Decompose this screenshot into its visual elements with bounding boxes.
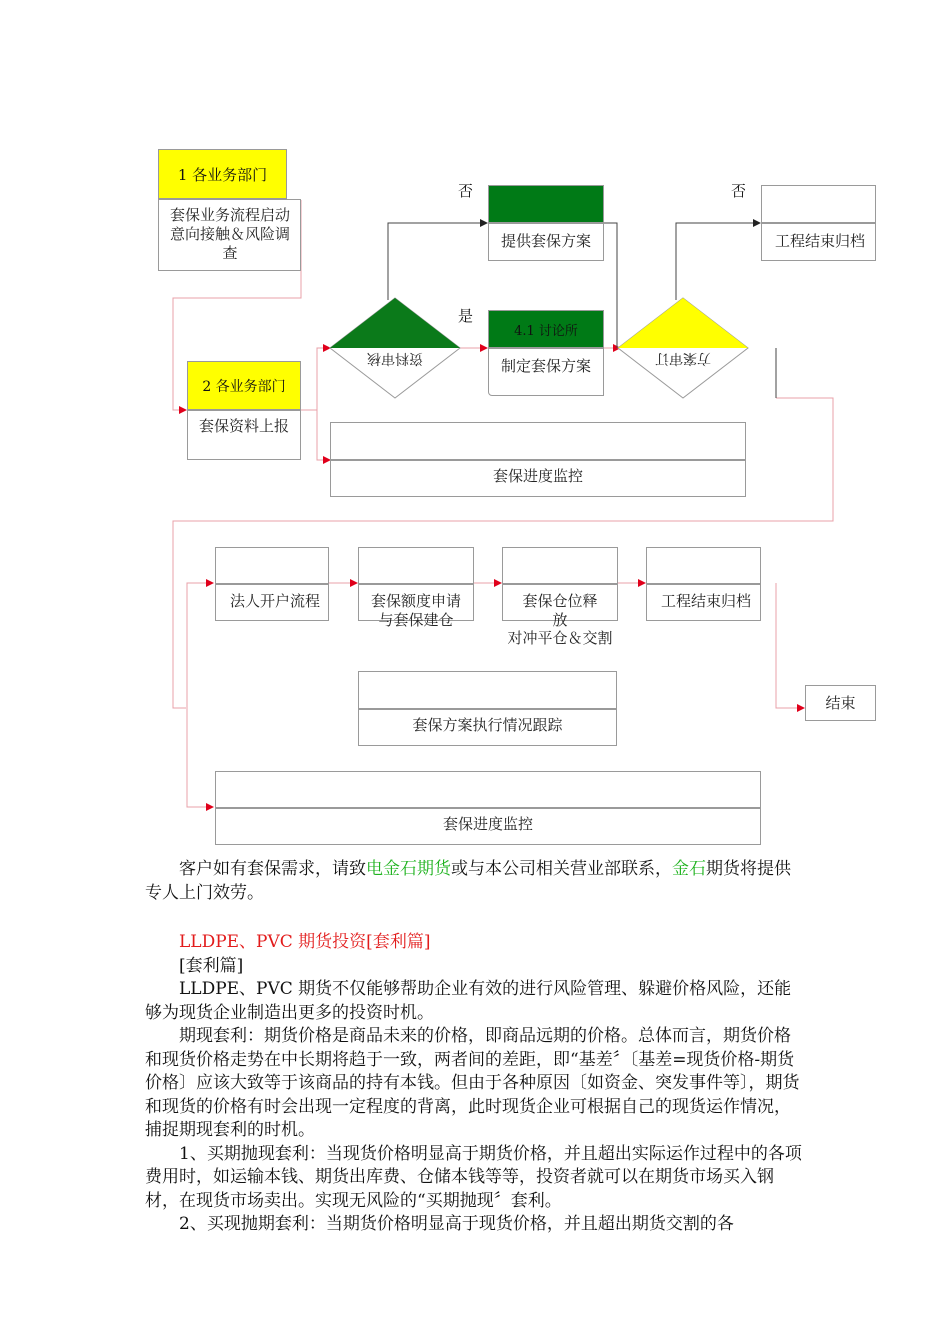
make-plan-label: 制定套保方案 xyxy=(500,357,591,375)
contact-paragraph xyxy=(145,858,805,905)
step-release-sub-label: 对冲平仓＆交割 xyxy=(507,629,613,647)
step-release-label: 套保仓位释放 xyxy=(522,592,598,629)
document-body xyxy=(145,858,805,1237)
step-account-label: 法人开户流程 xyxy=(229,592,320,610)
no-label-1: 否 xyxy=(458,182,474,200)
article-subheading: [套利篇] xyxy=(179,955,244,976)
article-heading[interactable]: LLDPE、PVC 期货投资[套利篇] xyxy=(179,932,431,952)
dept2-body: 套保资料上报 xyxy=(198,417,289,435)
archive-bottom-header xyxy=(646,547,761,584)
provide-plan-header xyxy=(488,185,604,223)
review-diamond-label: 资料审核 xyxy=(367,350,423,366)
plan-review-diamond-top xyxy=(618,298,748,348)
review-diamond-top xyxy=(330,298,460,348)
contact-text-2: 或与本公司相关营业部联系， xyxy=(451,859,672,879)
account-header xyxy=(215,547,329,584)
yes-label: 是 xyxy=(458,307,474,325)
paragraph-3: 1、买期抛现套利：当现货价格明显高于期货价格，并且超出实际运作过程中的各项费用时，如运输本钱、期货出库费、仓储本钱等等，投资者就可以在期货市场买入钢材，在现货市场卖出。实现无风险的“买期抛现〞套利。 xyxy=(145,1143,802,1211)
paragraph-1: LLDPE、PVC 期货不仅能够帮助企业有效的进行风险管理、躲避价格风险，还能够为现货企业制造出更多的投资时机。 xyxy=(145,979,792,1023)
step-archive-label: 工程结束归档 xyxy=(660,592,751,610)
contact-text-1: 客户如有套保需求，请致 xyxy=(179,859,366,879)
contact-link-1[interactable]: 电金石期货 xyxy=(366,859,451,879)
end-label: 结束 xyxy=(825,693,856,712)
step-quota-label: 套保额度申请与套保建仓 xyxy=(370,592,461,629)
quota-header xyxy=(358,547,474,584)
tracking-label: 套保方案执行情况跟踪 xyxy=(412,716,563,734)
monitor-bottom-label: 套保进度监控 xyxy=(442,815,533,833)
release-header xyxy=(502,547,618,584)
archive-top-header xyxy=(761,185,876,223)
paragraph-2: 期现套利：期货价格是商品未来的价格，即商品远期的价格。总体而言，期货价格和现货价格走势在中长期将趋于一致，两者间的差距，即“基差〞〔基差=现货价格-期货价格〕应该大致等于该商品的持有本钱。但由于各种原因〔如资金、突发事件等〕，期货和现货的价格有时会出现一定程度的背离，此时现货企业可根据自己的现货运作情况，捕捉期现套利的时机。 xyxy=(145,1026,800,1140)
discussion-header: 4.1 讨论所 xyxy=(488,310,604,348)
monitor-top-label: 套保进度监控 xyxy=(492,467,583,485)
plan-review-diamond-label: 方案审订 xyxy=(655,350,711,366)
monitor-bottom-header xyxy=(215,771,761,808)
paragraph-4: 2、买现抛期套利：当期货价格明显高于现货价格，并且超出期货交割的各 xyxy=(179,1214,734,1234)
archive-top-label: 工程结束归档 xyxy=(775,232,866,250)
provide-plan-label: 提供套保方案 xyxy=(500,232,591,250)
tracking-header xyxy=(358,671,617,709)
dept2-header: 2 各业务部门 xyxy=(187,361,301,410)
end-box xyxy=(805,685,876,721)
monitor-top-header xyxy=(330,422,746,460)
dept1-body: 套保业务流程启动意向接触＆风险调查 xyxy=(169,206,290,262)
no-label-2: 否 xyxy=(731,182,747,200)
contact-link-2[interactable]: 金石 xyxy=(672,859,706,879)
dept1-header: 1 各业务部门 xyxy=(158,149,287,199)
contact-text-3: 期货将提供专人上门效劳。 xyxy=(145,859,791,903)
